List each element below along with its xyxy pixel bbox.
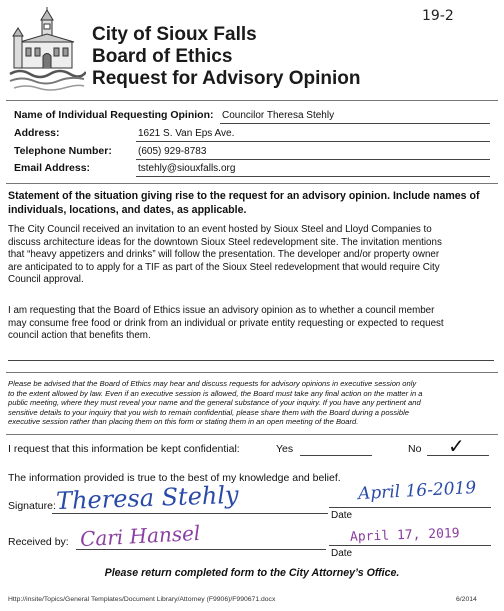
header-line-1: City of Sioux Falls xyxy=(92,24,257,45)
address-underline xyxy=(136,141,490,142)
notice-line: Please be advised that the Board of Ethics may hear and discuss requests for advisory opinions in executive session only xyxy=(8,379,417,388)
date-label: Date xyxy=(331,510,353,521)
confidential-label: I request that this information be kept confidential: xyxy=(8,443,240,455)
name-label: Name of Individual Requesting Opinion: xyxy=(14,109,214,121)
email-value: tstehly@siouxfalls.org xyxy=(138,163,236,174)
return-note: Please return completed form to the City Attorney’s Office. xyxy=(104,567,400,579)
statement-heading-2: individuals, locations, and dates, as applicable. xyxy=(8,204,247,216)
statement-paragraph-1 xyxy=(8,224,498,287)
date-handwriting: April 16-2019 xyxy=(357,477,477,505)
divider xyxy=(6,372,498,373)
city-logo xyxy=(8,6,86,96)
p1-line: The City Council received an invitation to an event hosted by Sioux Steel and Lloyd Companies to xyxy=(8,224,432,235)
p1-line: are anticipated to to apply for a TIF as part of the Sioux Steel redevelopment that would require City xyxy=(8,261,440,273)
confidential-yes-field[interactable] xyxy=(300,455,372,456)
received-date-underline xyxy=(329,545,491,546)
p1-line: Council approval. xyxy=(8,274,84,285)
footer-path: Http://insite/Topics/General Templates/Document Library/Attorney (F9906)/F990671.docx xyxy=(8,596,276,603)
confidential-no-label: No xyxy=(408,443,422,455)
signature-label: Signature: xyxy=(8,500,56,512)
divider xyxy=(6,100,498,101)
checkmark-icon: ✓ xyxy=(448,434,465,458)
statement-paragraph-2 xyxy=(8,305,498,343)
date-underline xyxy=(329,507,491,508)
p2-line: may consume free food or drink from an individual or private entity requesting or expected to request xyxy=(8,317,444,329)
notice-line: to the extent allowed by law. Even if an executive session is allowed, the Board must take any final action on the matter in a xyxy=(8,388,423,398)
statement-blank-line xyxy=(8,360,494,361)
address-value: 1621 S. Van Eps Ave. xyxy=(138,128,235,139)
received-date-label: Date xyxy=(331,548,353,559)
confidential-yes-label: Yes xyxy=(276,443,294,455)
p1-line: discuss architecture ideas for the downtown Sioux Steel redevelopment site. The invitation mentions xyxy=(8,236,442,248)
received-date-handwriting: April 17, 2019 xyxy=(349,526,460,545)
notice-line: sensitive details to your inquiry that you wish to remain confidential, please share them with the Board during a possible xyxy=(8,407,410,417)
p2-line: council action that benefits them. xyxy=(8,330,151,341)
phone-underline xyxy=(136,159,490,160)
received-label: Received by: xyxy=(8,536,69,548)
notice-line: executive session rather than placing them on this form or stating them in an open meeting of the Board. xyxy=(8,417,359,427)
phone-value: (605) 929-8783 xyxy=(138,146,207,157)
received-handwriting: Cari Hansel xyxy=(79,520,201,552)
affirmation-text: The information provided is true to the best of my knowledge and belief. xyxy=(8,472,341,484)
address-label: Address: xyxy=(14,127,60,139)
name-value: Councilor Theresa Stehly xyxy=(222,110,335,121)
p2-line: I am requesting that the Board of Ethics issue an advisory opinion as to whether a council member xyxy=(8,305,435,316)
statement-heading-1: Statement of the situation giving rise to the request for an advisory opinion. Include names of xyxy=(8,190,480,202)
divider xyxy=(6,183,498,184)
header-line-3: Request for Advisory Opinion xyxy=(92,68,361,89)
header-line-2: Board of Ethics xyxy=(92,46,233,67)
footer-date: 6/2014 xyxy=(456,596,477,603)
phone-label: Telephone Number: xyxy=(14,145,112,157)
notice-text xyxy=(8,379,500,427)
form-number: 19-2 xyxy=(422,8,454,24)
name-underline xyxy=(220,123,490,124)
signature-handwriting: Theresa Stehly xyxy=(55,480,240,516)
email-label: Email Address: xyxy=(14,162,91,174)
email-underline xyxy=(136,176,490,177)
notice-line: public meeting, where they must reveal your name and the general substance of your inquiry. If you have any pertinent and xyxy=(8,398,421,408)
divider xyxy=(6,434,498,435)
p1-line: that “heavy appetizers and drinks” will follow the presentation. The developer and/or property owner xyxy=(8,249,440,260)
